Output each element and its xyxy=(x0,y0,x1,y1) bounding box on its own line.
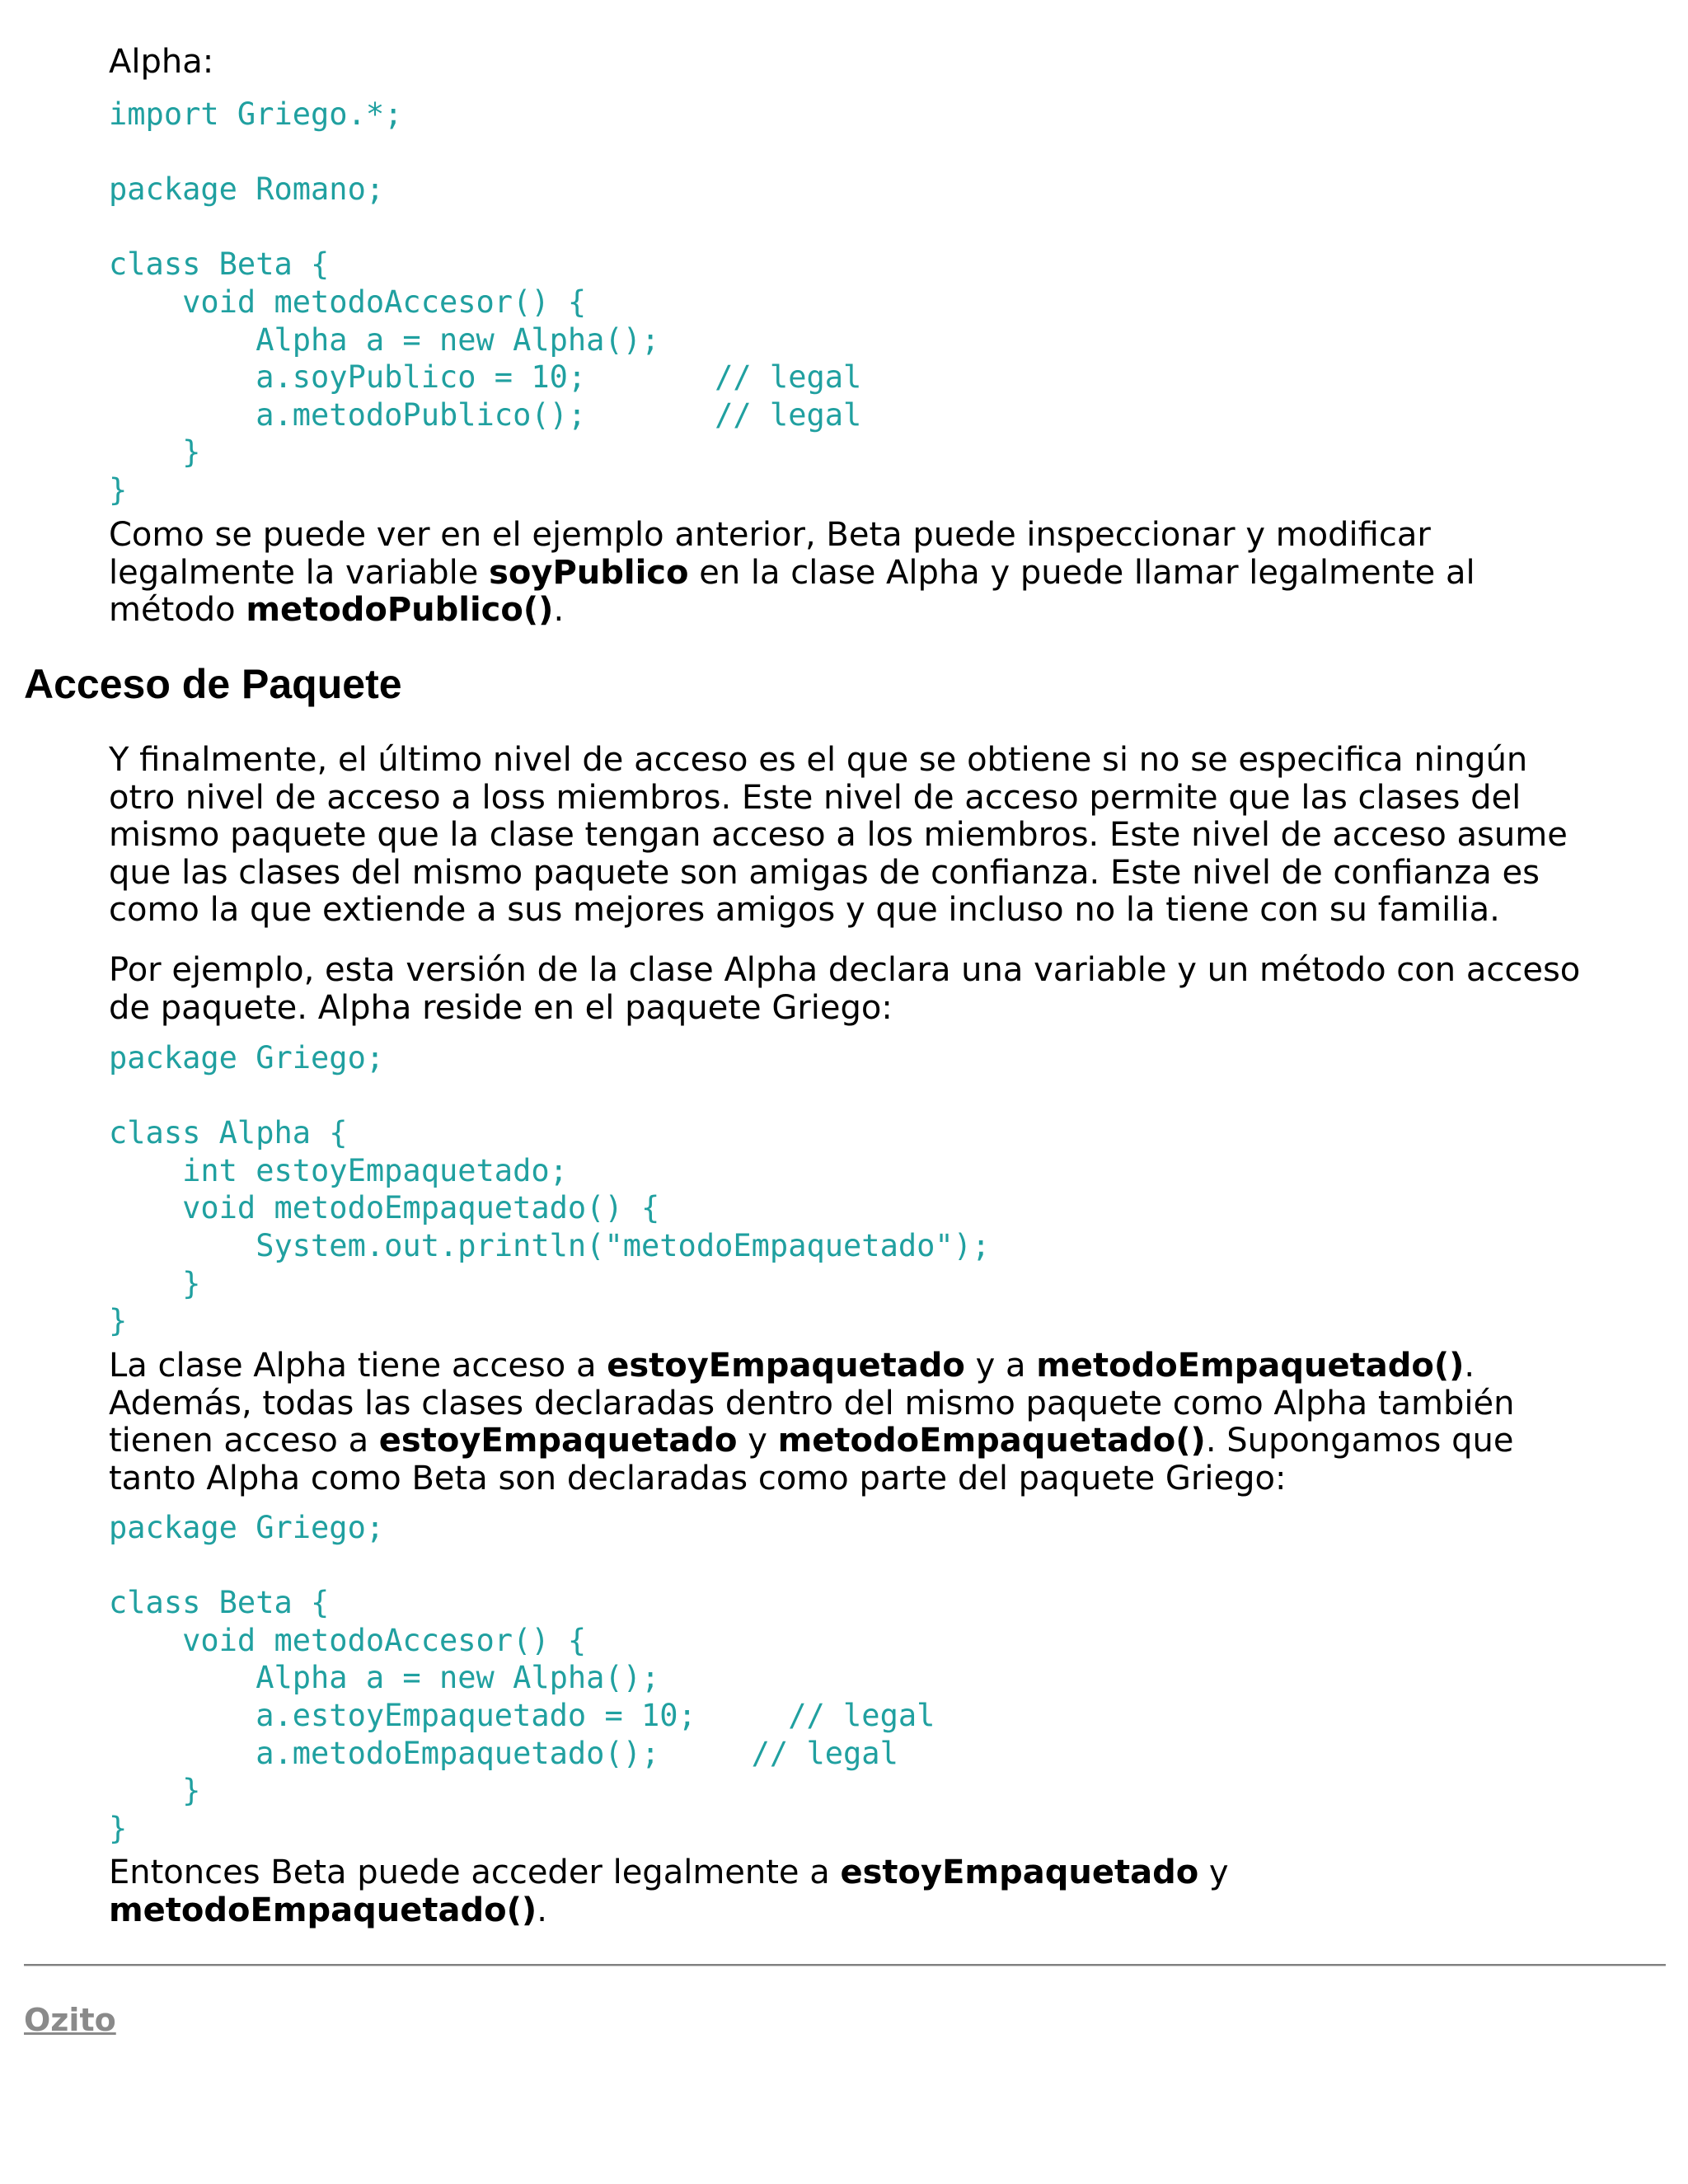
bold-term: metodoEmpaquetado() xyxy=(1036,1347,1465,1385)
bold-term: metodoEmpaquetado() xyxy=(109,1891,537,1929)
horizontal-rule xyxy=(24,1964,1666,1966)
paragraph-example-intro xyxy=(109,952,1584,1027)
bold-term: metodoEmpaquetado() xyxy=(777,1422,1206,1460)
paragraph-public-access xyxy=(109,517,1559,630)
paragraph-text: Por ejemplo, esta versión de la clase Alpha declara una variable y un método con acceso de paquete. Alpha reside en el paquete Griego: xyxy=(109,951,1581,1027)
intro-label: Alpha: xyxy=(109,43,214,81)
text-fragment: y a xyxy=(964,1347,1037,1385)
footer-ozito-link[interactable]: Ozito xyxy=(24,2002,116,2038)
text-fragment: en la clase Alpha y puede llamar legalmente al método xyxy=(109,553,1475,630)
code-block-beta-griego xyxy=(109,1509,1592,1847)
text-fragment: y xyxy=(1198,1854,1229,1891)
section-heading: Acceso de Paquete xyxy=(24,661,402,707)
bold-term: estoyEmpaquetado xyxy=(378,1422,738,1460)
bold-term: estoyEmpaquetado xyxy=(840,1854,1199,1891)
paragraph-conclusion xyxy=(109,1854,1559,1929)
bold-term: metodoPublico() xyxy=(246,591,554,630)
code-block-beta-romano xyxy=(109,96,1592,509)
code-text: package Griego; class Beta { void metodoAccesor() { Alpha a = new Alpha(); a.estoyEmpaquetado = 10; // legal a.metodoEmpaquetado(); // legal } } xyxy=(109,1510,935,1846)
text-fragment: Entonces Beta puede acceder legalmente a xyxy=(109,1854,841,1891)
bold-term: estoyEmpaquetado xyxy=(607,1347,965,1385)
text-fragment: . Además, todas las clases declaradas dentro del mismo paquete como Alpha también tienen acceso a xyxy=(109,1347,1515,1460)
bold-term: soyPublico xyxy=(489,553,689,592)
code-block-alpha-griego xyxy=(109,1039,1592,1340)
text-fragment: . xyxy=(553,591,565,630)
code-text: import Griego.*; package Romano; class Beta { void metodoAccesor() { Alpha a = new Alpha(); a.soyPublico = 10; // legal a.metodoPublico(); // legal } } xyxy=(109,96,862,508)
code-text: package Griego; class Alpha { int estoyEmpaquetado; void metodoEmpaquetado() { System.out.println("metodoEmpaquetado"); } } xyxy=(109,1040,991,1339)
text-fragment: La clase Alpha tiene acceso a xyxy=(109,1347,607,1385)
paragraph-package-access xyxy=(109,1347,1584,1497)
text-fragment: . Supongamos que tanto Alpha como Beta son declaradas como parte del paquete Griego: xyxy=(109,1422,1514,1497)
paragraph-text: Y finalmente, el último nivel de acceso es el que se obtiene si no se especifica ningún otro nivel de acceso a loss miembros. Este nivel de acceso permite que las clases del mismo paquete que la clase tengan acceso a los miembros. Este nivel de acceso asume que las clases del mismo paquete son amigas de confianza. Este nivel de confianza es como la que extiende a sus mejores amigos y que incluso no la tiene con su familia. xyxy=(109,741,1568,930)
text-fragment: y xyxy=(737,1422,778,1460)
paragraph-package-intro xyxy=(109,742,1584,930)
text-fragment: Como se puede ver en el ejemplo anterior, Beta puede inspeccionar y modificar legalmente la variable xyxy=(109,516,1431,592)
text-fragment: . xyxy=(537,1891,547,1929)
